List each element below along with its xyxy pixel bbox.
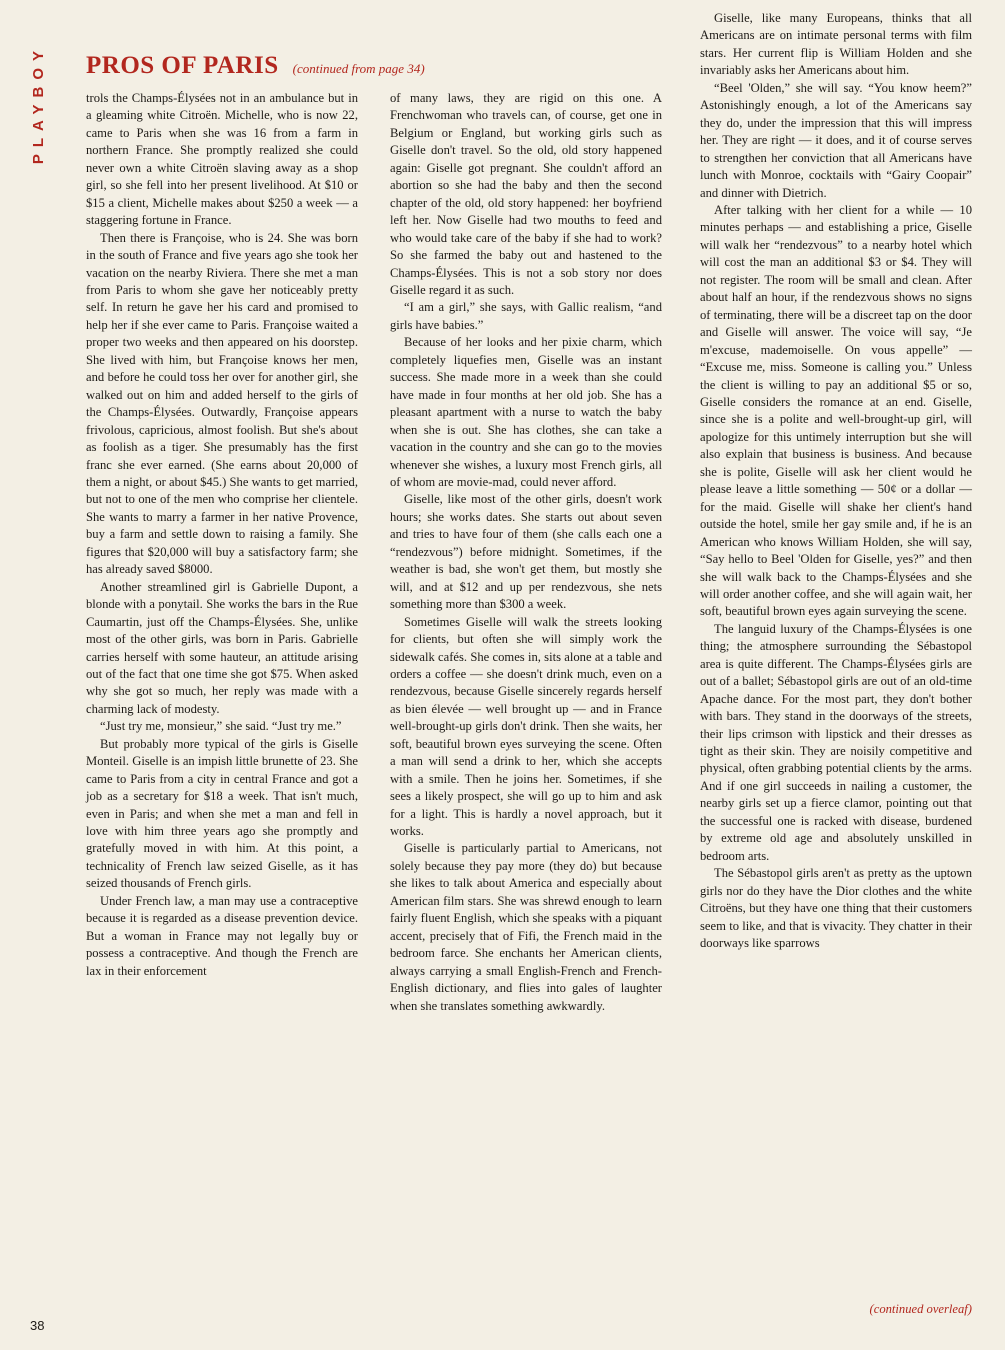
paragraph: Giselle, like most of the other girls, doesn't work hours; she works dates. She starts out about seven and tries to have four of them (she calls each one a “rendezvous”) before midnight. Sometimes, if the weather is bad, she won't get them, but mostly she will, and at $12 and up per rendezvous, she nets something more than $300 a week. [390, 492, 662, 612]
article-title: PROS OF PARIS [86, 52, 279, 79]
paragraph: “Beel 'Olden,” she will say. “You know heem?” Astonishingly enough, a lot of the Americans say they do, under the impression that this will impress her. They are right — it does, and it of course serves to strengthen her conviction that all Americans have lunch with Monroe, cocktails with “Gairy Coopair” and dinner with Dietrich. [700, 80, 972, 200]
paragraph: Because of her looks and her pixie charm, which completely liquefies men, Giselle was an instant success. She made more in a week than she could have made in four months at her old job. She has a pleasant apartment with a nurse to watch the baby when she is out. She has clothes, she can take a vacation in the country and she can go to the movies whenever she wishes, a luxury most French girls, all of whom are movie-mad, could never afford. [390, 335, 662, 489]
paragraph: The languid luxury of the Champs-Élysées is one thing; the atmosphere surrounding the Sébastopol area is quite different. The Champs-Élysées girls are out of a ballet; Sébastopol girls are out of an old-time Apache dance. For the most part, they don't bother with bars. They stand in the doorways of the streets, their lips crimson with lipstick and their dresses as tight as their skin. They are noisily competitive and physical, often grabbing potential clients by the arms. And if one girl succeeds in nailing a customer, the nearby girls set up a fierce clamor, pointing out that the successful one is racked with disease, burdened by extreme old age and absolutely unskilled in bedroom arts. [700, 621, 972, 863]
paragraph: “I am a girl,” she says, with Gallic realism, “and girls have babies.” [390, 300, 662, 332]
text-column-1 [86, 90, 358, 980]
paragraph: Giselle, like many Europeans, thinks that all Americans are on intimate personal terms with film stars. Her current flip is William Holden and she invariably asks her Americans about him. [700, 11, 972, 78]
paragraph: But probably more typical of the girls is Giselle Monteil. Giselle is an impish little brunette of 23. She came to Paris from a city in central France and got a job as a secretary for $18 a week. That isn't much, even in Paris; and when she met a man and fell in love with him three years ago she promptly and gratefully moved in with him. At this point, a technicality of French law seized Giselle, as it has seized thousands of French girls. [86, 736, 358, 891]
paragraph: Giselle is particularly partial to Americans, not solely because they pay more (they do) but because she likes to talk about America and especially about American film stars. She was shrewd enough to learn fairly fluent English, which she speaks with a piquant accent, precisely that of Fifi, the French maid in the bedroom farce. She enchants her American clients, always carrying a small English-French and French-English dictionary, and flies into gales of laughter when she translates something awkwardly. [390, 841, 662, 1013]
paragraph: trols the Champs-Élysées not in an ambulance but in a gleaming white Citroën. Michelle, who is now 22, came to Paris when she was 16 from a farm in northern France. She promptly realized she could never own a white Citroën slaving away as a shop girl, so she fell into her present livelihood. At $10 or $15 a client, Michelle makes about $250 a week — a staggering fortune in France. [86, 91, 358, 228]
continued-overleaf-note: (continued overleaf) [869, 1302, 972, 1316]
paragraph: of many laws, they are rigid on this one. A Frenchwoman who travels can, of course, get one in Belgium or England, but working girls such as Giselle don't travel. So the old, old story happened again: Giselle got pregnant. She couldn't afford an abortion so she had the baby and then the second chapter of the old, old story happened: her boyfriend left her. Now Giselle had two mouths to feed and who would take care of the baby if she had to work? So she farmed the baby out and hastened to the Champs-Élysées. This is not a sob story nor does Giselle regard it as such. [390, 91, 662, 297]
paragraph: Under French law, a man may use a contraceptive because it is regarded as a disease prevention device. But a woman in France may not legally buy or possess a contraceptive. And though the French are lax in their enforcement [86, 893, 358, 978]
text-column-2 [390, 90, 662, 1015]
paragraph: Sometimes Giselle will walk the streets looking for clients, but often she will simply work the sidewalk cafés. She comes in, sits alone at a table and orders a coffee — she doesn't drink much, even on a rendezvous, because Giselle sincerely regards herself as bien élevée — well brought up — and in France well-brought-up girls don't drink. Then she waits, her soft, beautiful brown eyes surveying the scene. Often a man will send a drink to her, which she accepts with a smile. Then he joins her. Sometimes, if she sees a likely prospect, she will go up to him and ask for a light. This is hardly a novel approach, but it works. [390, 614, 662, 839]
paragraph: Another streamlined girl is Gabrielle Dupont, a blonde with a ponytail. She works the bars in the Rue Caumartin, just off the Champs-Élysées. She, unlike most of the other girls, was born in Paris. Gabrielle carries herself with some hauteur, an attitude arising out of the fact that one time she got $75. When asked why she got so much, her reply was made with a charming lack of modesty. [86, 579, 358, 716]
page-number: 38 [30, 1318, 45, 1333]
continued-from-note: (continued from page 34) [292, 61, 425, 76]
paragraph: Then there is Françoise, who is 24. She was born in the south of France and five years ago she took her vacation on the nearby Riviera. There she met a man from Paris to whom she gave her noticeably pretty self. In return he gave her his card and promised to help her if she ever came to Paris. Françoise waited a proper two weeks and then appeared on his doorstep. She lived with him, but Françoise knows her men, and before he could toss her over for another girl, she walked out on him and added herself to the girls of the Champs-Élysées. Outwardly, Françoise appears frivolous, capricious, almost foolish. But she's about as foolish as a tiger. She presumably has the first franc she ever earned. (She earns about 20,000 of them a night, or about $45.) She wants to get married, but not to one of the men who comprise her clientele. She wants to marry a farmer in her native Provence, buy a farm and settle down to raising a family. She figures that $20,000 will buy a satisfactory farm; she has already saved $8000. [86, 230, 358, 577]
article-header [86, 52, 646, 84]
paragraph: “Just try me, monsieur,” she said. “Just try me.” [100, 719, 342, 734]
running-head: PLAYBOY [30, 44, 47, 165]
paragraph: After talking with her client for a while — 10 minutes perhaps — and establishing a price, Giselle will walk her “rendezvous” to a nearby hotel which will cost the man an additional $3 or $4. They will not register. The room will be small and clean. After about half an hour, if the rendezvous shows no signs of terminating, there will be a discreet tap on the door and Giselle will answer. The voice will say, “Je m'excuse, mademoiselle. On vous appelle” — “Excuse me, miss. Someone is calling you.” Unless the client is willing to pay an additional $5 or so, Giselle considers the romance at an end. Giselle, since she is a polite and well-brought-up girl, will apologize for this untimely interruption but she will also explain that business is business. And because she is polite, Giselle will ask her client would he please leave a little something — 50¢ or a dollar — for the maid. Giselle will shake her client's hand outside the hotel, smile her gay smile and, if he is an American who knows William Holden, she will say, “Say hello to Beel 'Olden for Giselle, yes?” and then she will walk back to the Champs-Élysées and she will order another coffee, and she will again wait, her soft, beautiful brown eyes again surveying the scene. [700, 202, 972, 619]
text-column-3 [700, 10, 972, 952]
paragraph: The Sébastopol girls aren't as pretty as the uptown girls nor do they have the Dior clothes and the white Citroëns, but they have one thing that their customers seem to like, and that is vivacity. They chatter in their doorways like sparrows [700, 866, 972, 951]
